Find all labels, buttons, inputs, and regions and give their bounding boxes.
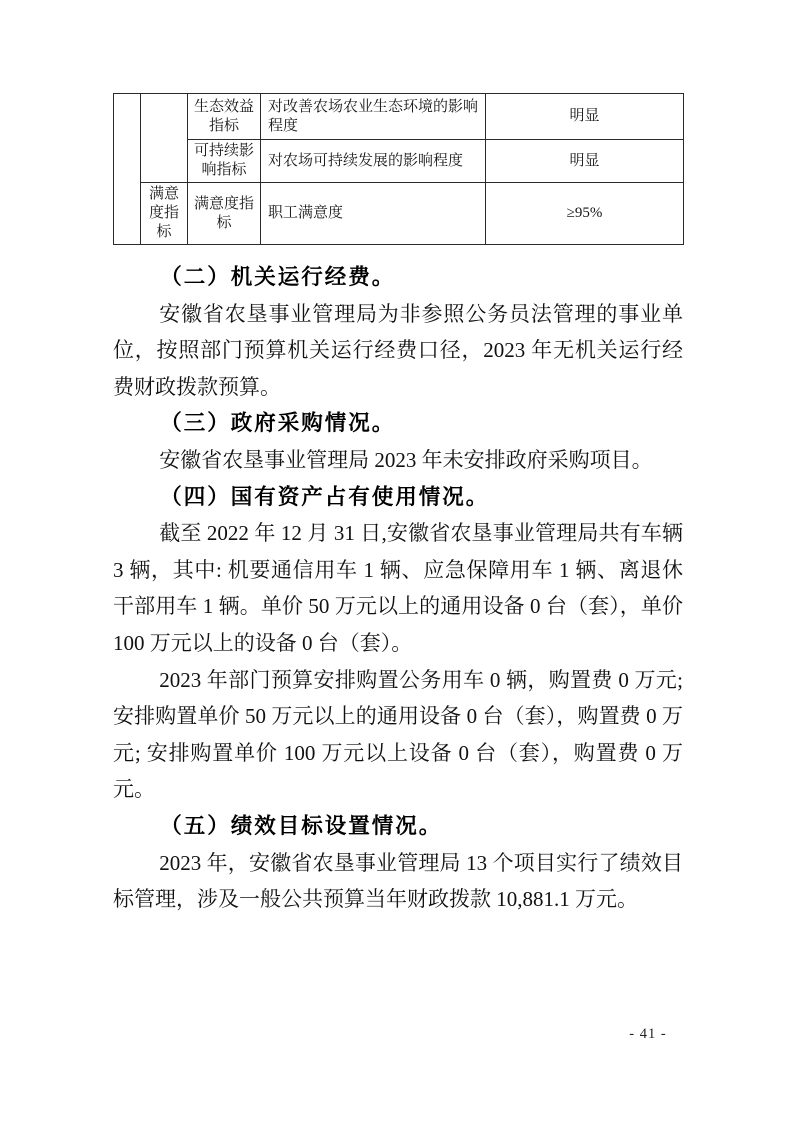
section-heading-operating-expenses: （二）机关运行经费。 <box>160 265 396 289</box>
cell-indicator-desc: 对改善农场农业生态环境的影响程度 <box>261 94 486 140</box>
page-content <box>113 93 683 918</box>
paragraph: 安徽省农垦事业管理局为非参照公务员法管理的事业单位，按照部门预算机关运行经费口径，2023 年无机关运行经费财政拨款预算。 <box>113 301 683 399</box>
paragraph: 安徽省农垦事业管理局 2023 年未安排政府采购项目。 <box>159 447 653 472</box>
table-row <box>114 94 684 140</box>
cell-indicator-type: 满意度指标 <box>188 183 261 245</box>
cell-indicator-category: 满意度指标 <box>141 183 188 245</box>
page-number: - 41 - <box>629 1026 667 1042</box>
table-row <box>114 140 684 183</box>
cell-indicator-desc: 职工满意度 <box>261 183 486 245</box>
paragraph: 2023 年部门预算安排购置公务用车 0 辆，购置费 0 万元; 安排购置单价 50 万元以上的通用设备 0 台（套），购置费 0 万元; 安排购置单价 100 万元以上设备 0 台（套），购置费 0 万元。 <box>113 667 683 802</box>
cell-indicator-target: 明显 <box>486 94 684 140</box>
section-heading-government-procurement: （三）政府采购情况。 <box>160 411 396 436</box>
section-heading-performance-targets: （五）绩效目标设置情况。 <box>160 813 443 838</box>
table-row <box>114 183 684 245</box>
paragraph: 2023 年，安徽省农垦事业管理局 13 个项目实行了绩效目标管理，涉及一般公共预算当年财政拨款 10,881.1 万元。 <box>113 850 683 912</box>
cell-indicator-desc: 对农场可持续发展的影响程度 <box>261 140 486 183</box>
cell-indicator-target: ≥95% <box>486 183 684 245</box>
cell-indicator-level2 <box>141 94 188 183</box>
paragraph: 截至 2022 年 12 月 31 日,安徽省农垦事业管理局共有车辆 3 辆，其中: 机要通信用车 1 辆、应急保障用车 1 辆、离退休干部用车 1 辆。单价 50 万元以上的通用设备 0 台（套），单价 100 万元以上的设备 0 台（套）。 <box>113 521 683 655</box>
cell-indicator-type: 可持续影响指标 <box>188 140 261 183</box>
cell-indicator-level1 <box>114 94 141 245</box>
cell-indicator-type: 生态效益指标 <box>188 94 261 140</box>
body-text <box>113 259 683 918</box>
cell-indicator-target: 明显 <box>486 140 684 183</box>
performance-indicator-table <box>113 93 684 245</box>
section-heading-state-assets: （四）国有资产占有使用情况。 <box>160 484 490 509</box>
